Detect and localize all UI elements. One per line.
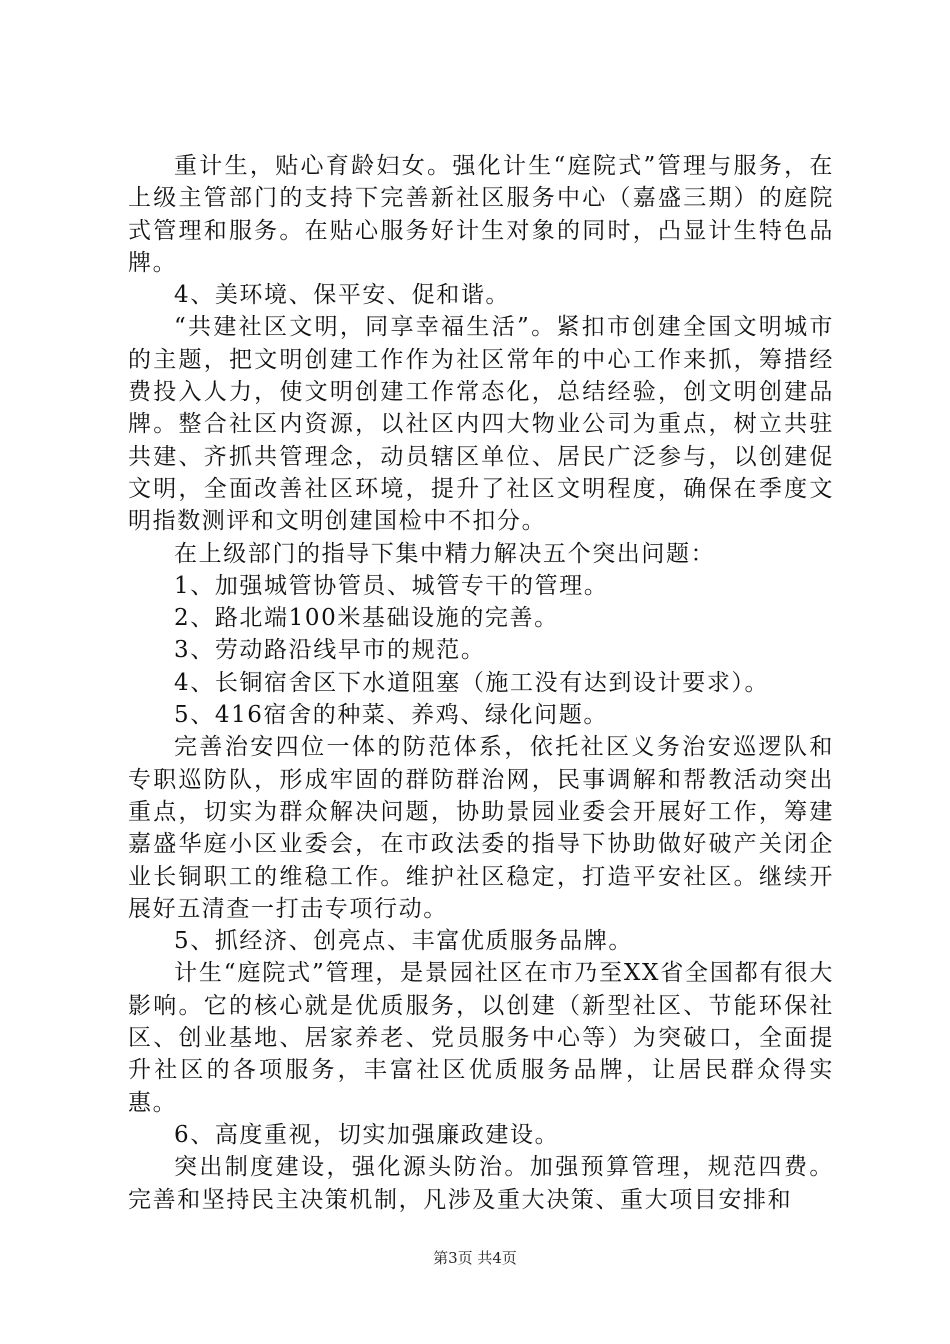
- paragraph-civilization: “共建社区文明，同享幸福生活”。紧扣市创建全国文明城市的主题，把文明创建工作作为社区常年的中心工作来抓，筹措经费投入人力，使文明创建工作常态化，总结经验，创文明创建品牌。整合社区内资源，以社区内四大物业公司为重点，树立共驻共建、齐抓共管理念，动员辖区单位、居民广泛参与，以创建促文明，全面改善社区环境，提升了社区文明程度，确保在季度文明指数测评和文明创建国检中不扣分。: [128, 314, 834, 535]
- page-footer: 第3页 共4页: [433, 1249, 517, 1267]
- list-item-issue-5: 5、416宿舍的种菜、养鸡、绿化问题。: [174, 702, 608, 729]
- paragraph-public-security: 完善治安四位一体的防范体系，依托社区义务治安巡逻队和专职巡防队，形成牢固的群防群治网，民事调解和帮教活动突出重点，切实为群众解决问题，协助景园业委会开展好工作，筹建嘉盛华庭小区业委会，在市政法委的指导下协助做好破产关闭企业长铜职工的维稳工作。维护社区稳定，打造平安社区。继续开展好五清查一打击专项行动。: [128, 734, 834, 922]
- list-item-issue-1: 1、加强城管协管员、城管专干的管理。: [174, 572, 609, 599]
- paragraph-five-issues-intro: 在上级部门的指导下集中精力解决五个突出问题：: [174, 540, 716, 567]
- paragraph-courtyard-management: 计生“庭院式”管理，是景园社区在市乃至XX省全国都有很大影响。它的核心就是优质服务，以创建（新型社区、节能环保社区、创业基地、居家养老、党员服务中心等）为突破口，全面提升社区的各项服务，丰富社区优质服务品牌，让居民群众得实惠。: [128, 960, 834, 1116]
- paragraph-system-building: 突出制度建设，强化源头防治。加强预算管理，规范四费。完善和坚持民主决策机制，凡涉及重大决策、重大项目安排和: [128, 1154, 834, 1213]
- paragraph-family-planning: 重计生，贴心育龄妇女。强化计生“庭院式”管理与服务，在上级主管部门的支持下完善新社区服务中心（嘉盛三期）的庭院式管理和服务。在贴心服务好计生对象的同时，凸显计生特色品牌。: [128, 153, 834, 276]
- document-body: [128, 150, 834, 1216]
- list-item-issue-2: 2、路北端100米基础设施的完善。: [174, 605, 559, 632]
- heading-environment-safety: 4、美环境、保平安、促和谐。: [174, 282, 511, 309]
- heading-integrity-building: 6、高度重视，切实加强廉政建设。: [174, 1121, 560, 1148]
- list-item-issue-4: 4、长铜宿舍区下水道阻塞（施工没有达到设计要求）。: [174, 669, 770, 696]
- list-item-issue-3: 3、劳动路沿线早市的规范。: [174, 637, 486, 664]
- heading-economy-service-brand: 5、抓经济、创亮点、丰富优质服务品牌。: [174, 928, 634, 955]
